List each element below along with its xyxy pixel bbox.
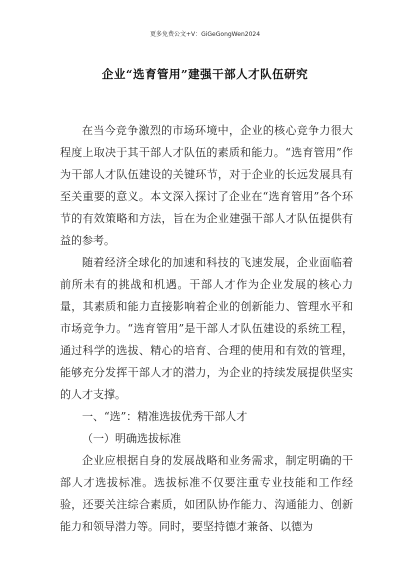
paragraph-intro: 在当今竞争激烈的市场环境中，企业的核心竞争力很大程度上取决于其干部人才队伍的素质和能力。“选育管用”作为干部人才队伍建设的关键环节，对于企业的长远发展具有至关重要的意义。本文深入探讨了企业在“选育管用”各个环节的有效策略和方法，旨在为企业建强干部人才队伍提供有益的参考。 [60,124,353,247]
paragraph-selection-standard: 企业应根据自身的发展战略和业务需求，制定明确的干部人才选拔标准。选拔标准不仅要注重专业技能和工作经验，还要关注综合素质，如团队协作能力、沟通能力、创新能力和领导潜力等。同时，要坚持德才兼备、以德为 [60,454,353,533]
document-body [60,120,353,538]
subsection-heading: （一）明确选拔标准 [82,432,181,445]
section-heading: 一、“选”：精准选拔优秀干部人才 [82,410,248,423]
document-title: 企业“选育管用”建强干部人才队伍研究 [101,67,309,81]
paragraph-background: 随着经济全球化的加速和科技的飞速发展，企业面临着前所未有的挑战和机遇。干部人才作为企业发展的核心力量，其素质和能力直接影响着企业的创新能力、管理水平和市场竞争力。“选育管用”是干部人才队伍建设的系统工程，通过科学的选拔、精心的培育、合理的使用和有效的管理，能够充分发挥干部人才的潜力，为企业的持续发展提供坚实的人才支撑。 [60,256,353,401]
header-note: 更多免费公文+V：GiGeGongWen2024 [149,31,261,38]
